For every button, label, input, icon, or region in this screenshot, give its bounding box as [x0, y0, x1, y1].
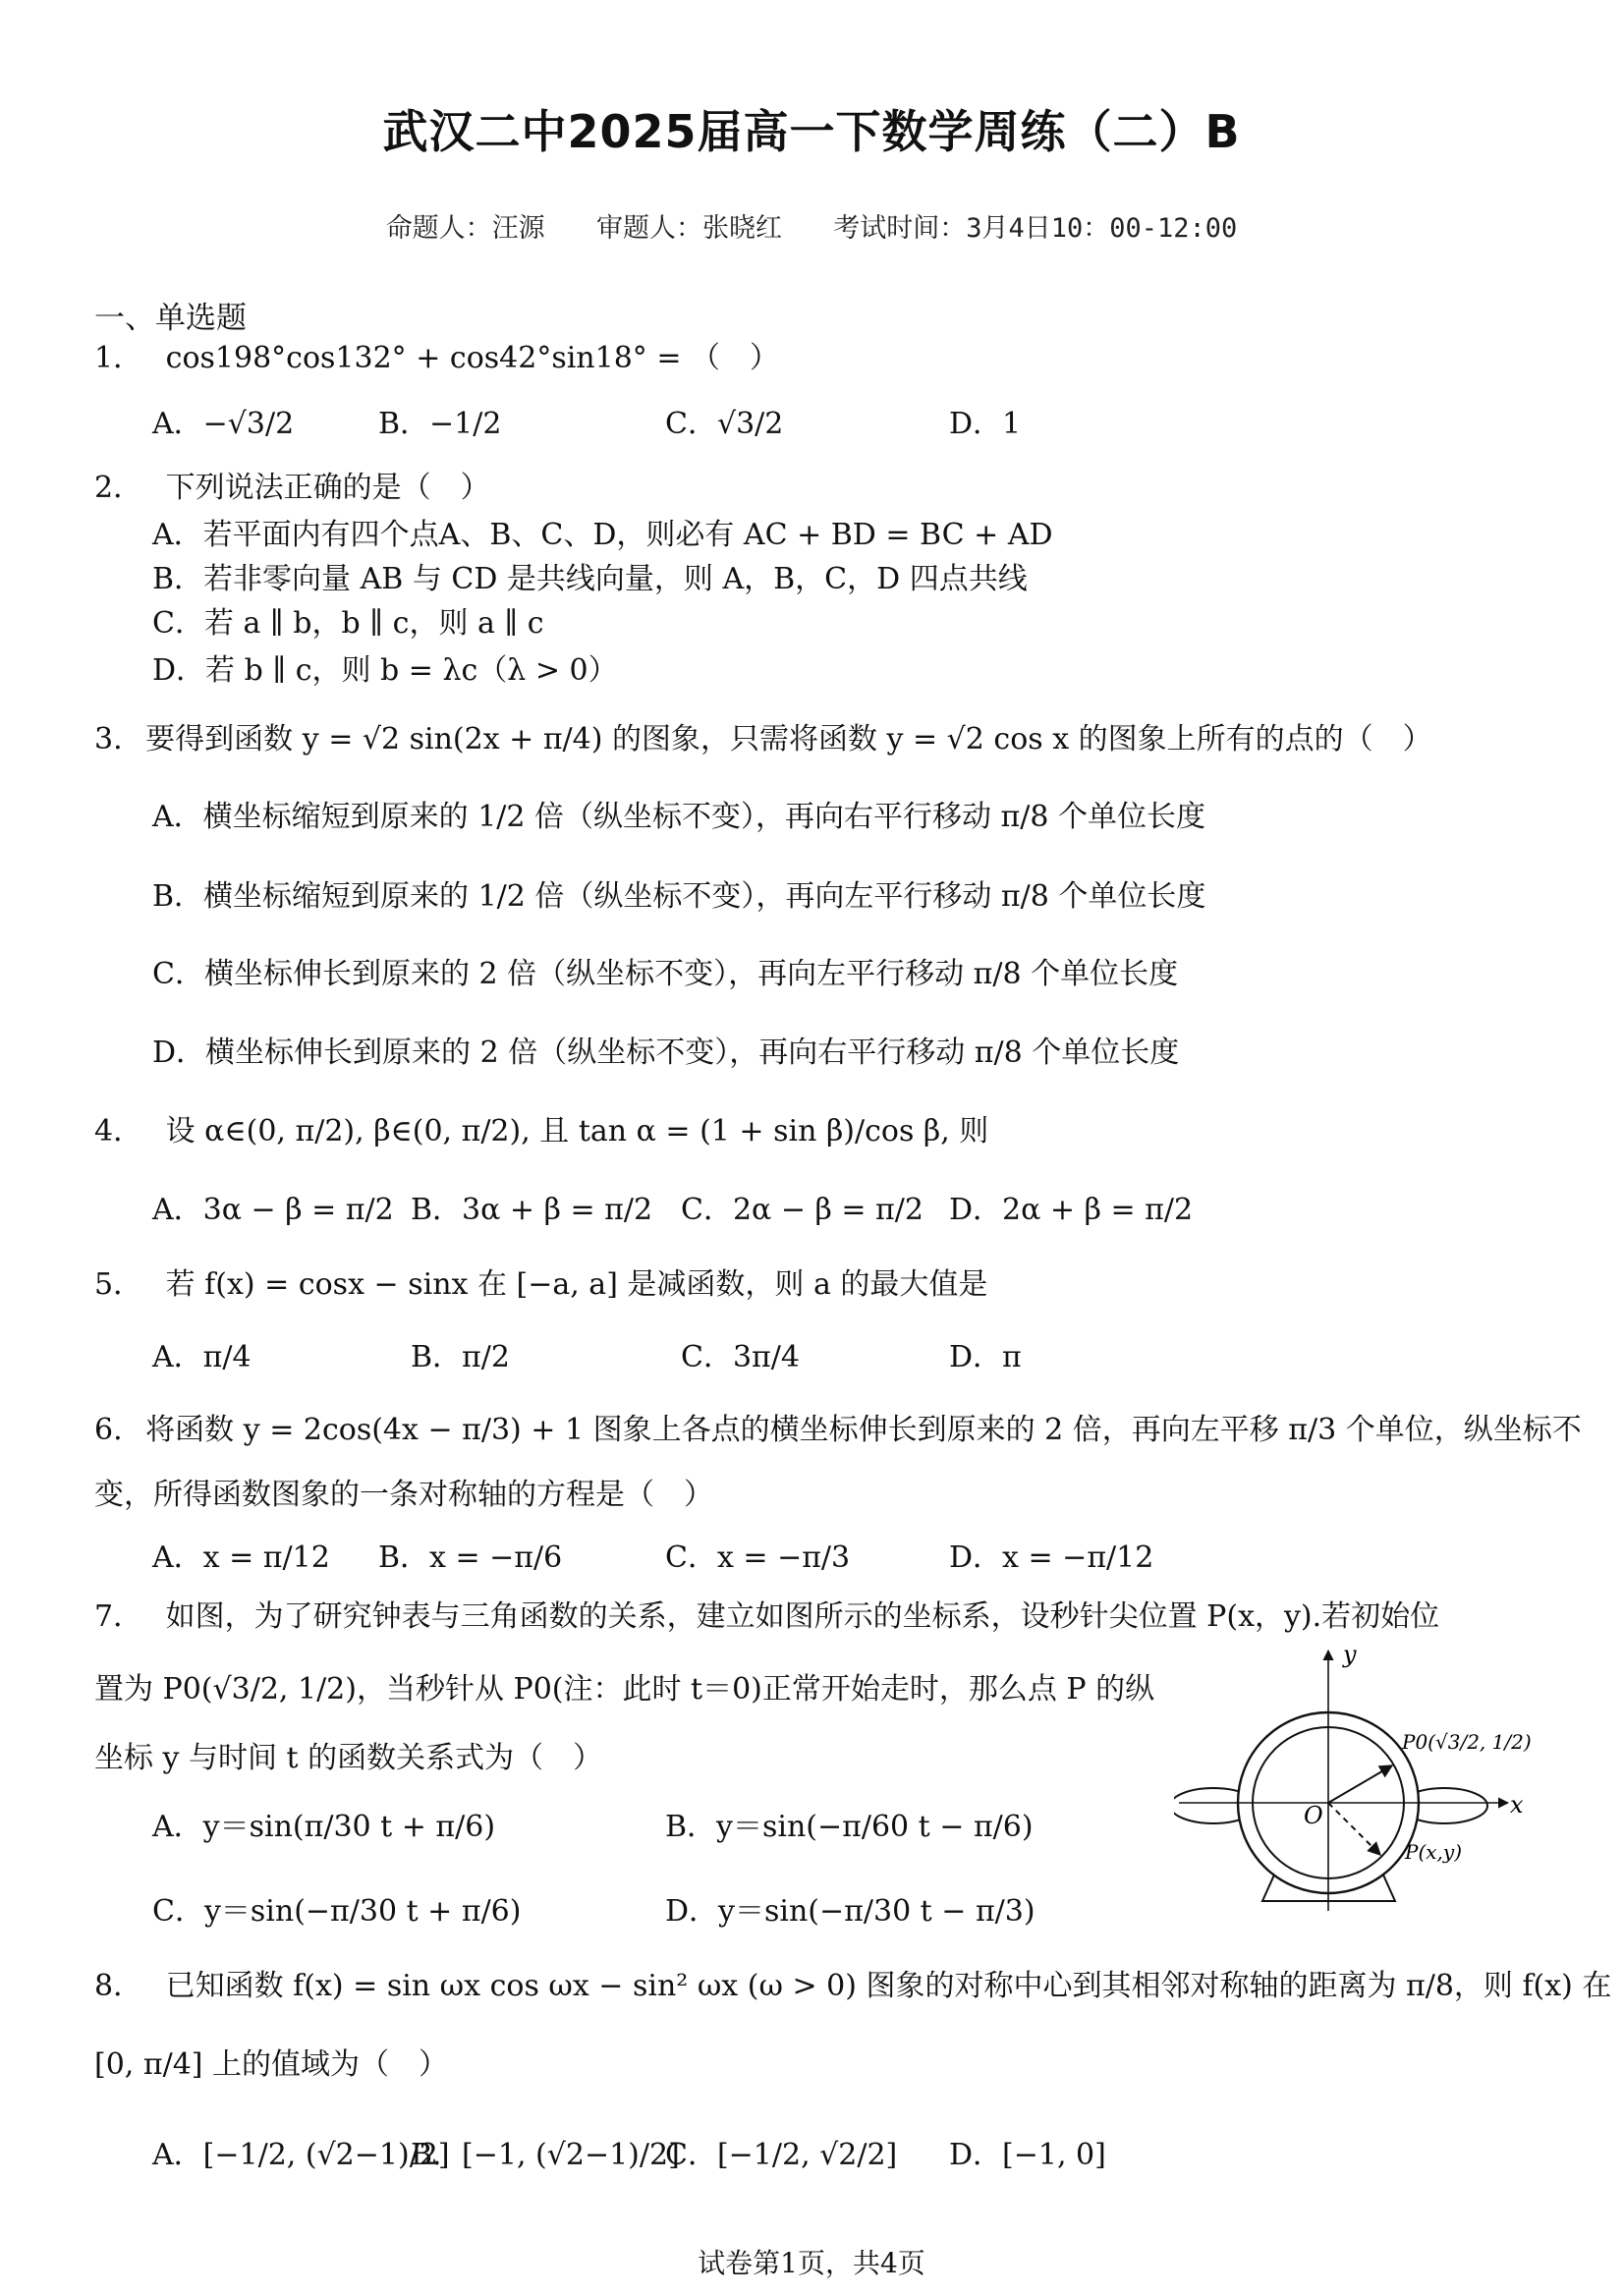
- q6-option-a[interactable]: A．x = π/12: [152, 1540, 330, 1575]
- question-stem-line-1: 将函数 y = 2cos(4x − π/3) + 1 图象上各点的横坐标伸长到原来的 2 倍，再向左平移 π/3 个单位，纵坐标不: [145, 1413, 1582, 1447]
- y-axis-label: y: [1343, 1641, 1357, 1668]
- q5-option-b[interactable]: B．π/2: [411, 1340, 510, 1374]
- question-7: [94, 1597, 1439, 1637]
- p0-label: P0(√3/2, 1/2): [1402, 1730, 1532, 1754]
- q2-option-c[interactable]: C．若 a ∥ b，b ∥ c，则 a ∥ c: [152, 606, 544, 641]
- q6-option-c[interactable]: C．x = −π/3: [665, 1540, 851, 1575]
- question-8: [94, 1967, 1611, 2006]
- question-stem: 设 α∈(0, π/2), β∈(0, π/2), 且 tan α = (1 + sin β)/cos β, 则: [165, 1114, 989, 1148]
- q2-option-d[interactable]: D．若 b ∥ c，则 b = λc（λ > 0）: [152, 653, 618, 688]
- question-number: 4．: [94, 1114, 143, 1148]
- q3-option-b[interactable]: B．横坐标缩短到原来的 1/2 倍（纵坐标不变），再向左平行移动 π/8 个单位长度: [152, 879, 1206, 914]
- q8-option-c[interactable]: C．[−1/2, √2/2]: [665, 2138, 898, 2172]
- q3-option-c[interactable]: C．横坐标伸长到原来的 2 倍（纵坐标不变），再向左平行移动 π/8 个单位长度: [152, 957, 1179, 991]
- q5-option-c[interactable]: C．3π/4: [681, 1340, 800, 1374]
- origin-label: O: [1304, 1802, 1323, 1829]
- q8-option-a[interactable]: A．[−1/2, (√2−1)/2]: [152, 2138, 450, 2172]
- q4-option-a[interactable]: A．3α − β = π/2: [152, 1193, 394, 1227]
- question-3: [94, 720, 1432, 759]
- page-title: 武汉二中2025届高一下数学周练（二）B: [382, 105, 1241, 158]
- q1-option-c[interactable]: C．√3/2: [665, 407, 784, 441]
- question-number: 7．: [94, 1599, 143, 1634]
- q1-option-b[interactable]: B．−1/2: [378, 407, 502, 441]
- question-6-line-2: 变，所得函数图象的一条对称轴的方程是（ ）: [94, 1478, 713, 1512]
- question-stem: cos198°cos132° + cos42°sin18° = （ ）: [165, 341, 780, 375]
- q1-option-d[interactable]: D．1: [949, 407, 1022, 441]
- q8-option-d[interactable]: D．[−1, 0]: [949, 2138, 1106, 2172]
- q1-option-a[interactable]: A．−√3/2: [152, 407, 295, 441]
- question-stem-line-1: 如图，为了研究钟表与三角函数的关系，建立如图所示的坐标系，设秒针尖位置 P(x，y).若初始位: [165, 1599, 1440, 1634]
- q6-option-d[interactable]: D．x = −π/12: [949, 1540, 1154, 1575]
- question-stem: 下列说法正确的是（ ）: [165, 471, 490, 505]
- q2-option-b[interactable]: B．若非零向量 AB 与 CD 是共线向量，则 A，B，C，D 四点共线: [152, 562, 1028, 596]
- q2-option-a[interactable]: A．若平面内有四个点A、B、C、D，则必有 AC + BD = BC + AD: [152, 518, 1053, 552]
- question-number: 1．: [94, 341, 143, 375]
- question-stem-line-1: 已知函数 f(x) = sin ωx cos ωx − sin² ωx (ω > 0) 图象的对称中心到其相邻对称轴的距离为 π/8，则 f(x) 在: [165, 1969, 1612, 2003]
- q4-option-b[interactable]: B．3α + β = π/2: [411, 1193, 653, 1227]
- q4-option-d[interactable]: D．2α + β = π/2: [949, 1193, 1194, 1227]
- question-stem: 若 f(x) = cosx − sinx 在 [−a, a] 是减函数，则 a 的最大值是: [165, 1267, 988, 1302]
- question-number: 8．: [94, 1969, 143, 2003]
- clock-figure: [1174, 1641, 1567, 1926]
- question-number: 6.: [94, 1413, 123, 1447]
- question-5: [94, 1265, 987, 1305]
- question-7-line-3: 坐标 y 与时间 t 的函数关系式为（ ）: [94, 1741, 603, 1775]
- q3-option-a[interactable]: A．横坐标缩短到原来的 1/2 倍（纵坐标不变），再向右平行移动 π/8 个单位长度: [152, 800, 1206, 834]
- setter-text: 命题人：汪源: [385, 213, 545, 244]
- q5-option-a[interactable]: A．π/4: [152, 1340, 252, 1374]
- q5-option-d[interactable]: D．π: [949, 1340, 1022, 1374]
- question-6: [94, 1411, 1582, 1450]
- p-label: P(x,y): [1405, 1840, 1462, 1864]
- q7-option-a[interactable]: A．y＝sin(π/30 t + π/6): [152, 1810, 496, 1844]
- q6-option-b[interactable]: B．x = −π/6: [378, 1540, 563, 1575]
- question-4: [94, 1112, 988, 1151]
- question-8-line-2: [0, π/4] 上的值域为（ ）: [94, 2047, 449, 2082]
- q4-option-c[interactable]: C．2α − β = π/2: [681, 1193, 923, 1227]
- x-axis-label: x: [1510, 1791, 1524, 1819]
- question-1: [94, 339, 779, 378]
- exam-time-text: 考试时间：3月4日10：00-12:00: [833, 213, 1238, 244]
- question-number: 3.: [94, 722, 123, 756]
- q7-option-c[interactable]: C．y＝sin(−π/30 t + π/6): [152, 1894, 522, 1929]
- question-stem: 要得到函数 y = √2 sin(2x + π/4) 的图象，只需将函数 y = √2 cos x 的图象上所有的点的（ ）: [145, 722, 1432, 756]
- page-footer: 试卷第1页，共4页: [698, 2247, 925, 2279]
- section-title: 一、单选题: [94, 301, 247, 336]
- reviewer-text: 审题人：张晓红: [595, 213, 782, 244]
- question-number: 5．: [94, 1267, 143, 1302]
- question-7-line-2: 置为 P0(√3/2, 1/2)，当秒针从 P0(注：此时 t＝0)正常开始走时，那么点 P 的纵: [94, 1672, 1155, 1707]
- question-number: 2．: [94, 471, 143, 505]
- q8-option-b[interactable]: B．[−1, (√2−1)/2]: [411, 2138, 680, 2172]
- q3-option-d[interactable]: D．横坐标伸长到原来的 2 倍（纵坐标不变），再向右平行移动 π/8 个单位长度: [152, 1036, 1180, 1070]
- q7-option-b[interactable]: B．y＝sin(−π/60 t − π/6): [665, 1810, 1034, 1844]
- question-2: [94, 469, 490, 508]
- exam-meta: [0, 206, 1623, 245]
- q7-option-d[interactable]: D．y＝sin(−π/30 t − π/3): [665, 1894, 1035, 1929]
